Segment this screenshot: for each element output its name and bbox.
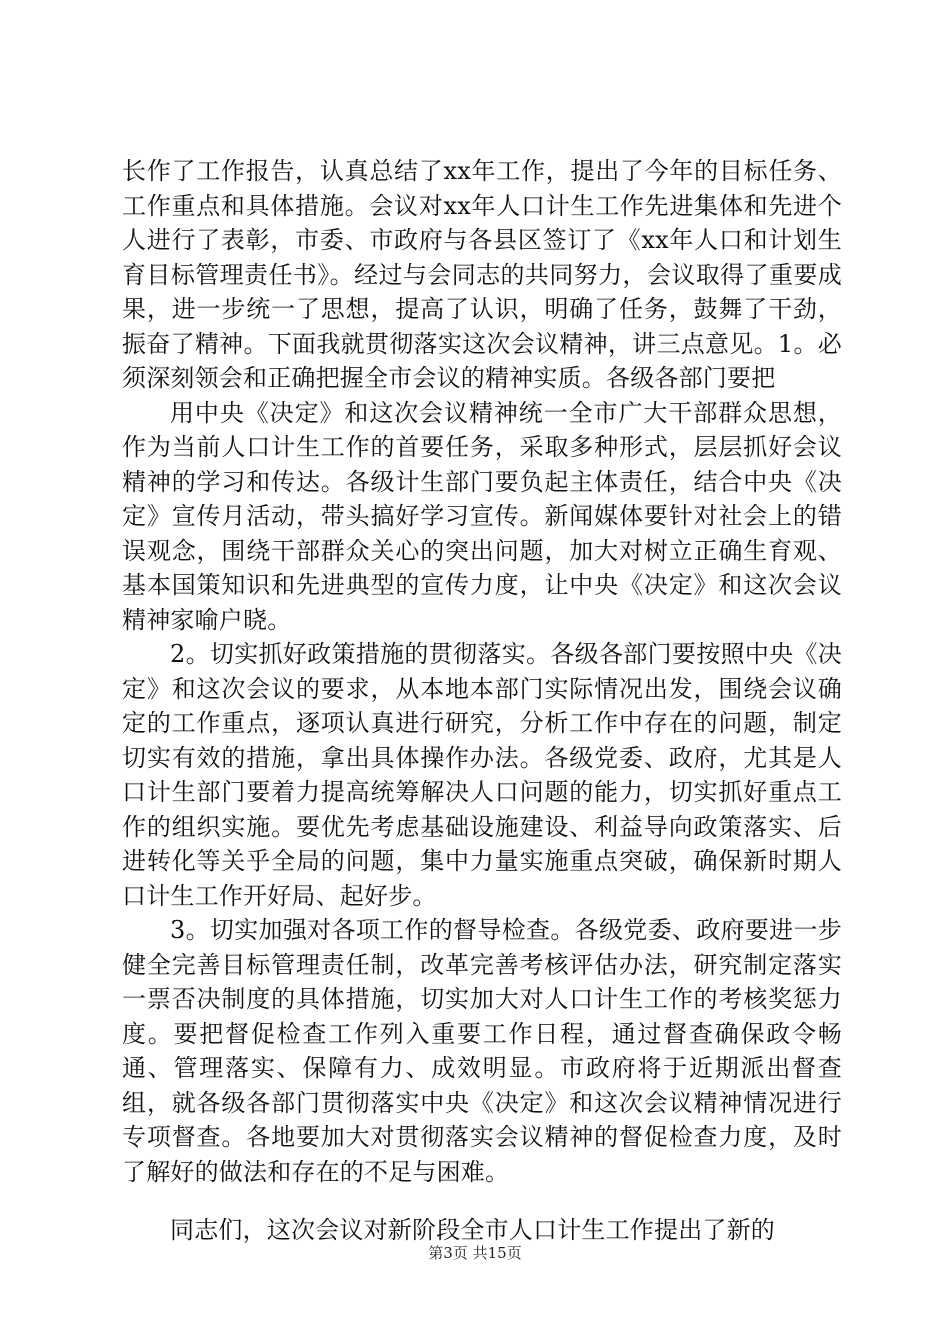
paragraph-2: 用中央《决定》和这次会议精神统一全市广大干部群众思想，作为当前人口计生工作的首要任务，采取多种形式，层层抓好会议精神的学习和传达。各级计生部门要负起主体责任，结合中央《决定》宣传月活动，带头搞好学习宣传。新闻媒体要针对社会上的错误观念，围绕干部群众关心的突出问题，加大对树立正确生育观、基本国策知识和先进典型的宣传力度，让中央《决定》和这次会议精神家喻户晓。: [122, 398, 842, 634]
document-body: [122, 154, 842, 1248]
page-number-footer: 第3页 共15页: [428, 1244, 522, 1262]
paragraph-5: 同志们，这次会议对新阶段全市人口计生工作提出了新的: [170, 1216, 775, 1244]
paragraph-4: 3。切实加强对各项工作的督导检查。各级党委、政府要进一步健全完善目标管理责任制，改革完善考核评估办法，研究制定落实一票否决制度的具体措施，切实加大对人口计生工作的考核奖惩力度。要把督促检查工作列入重要工作日程，通过督查确保政令畅通、管理落实、保障有力、成效明显。市政府将于近期派出督查组，就各级各部门贯彻落实中央《决定》和这次会议精神情况进行专项督查。各地要加大对贯彻落实会议精神的督促检查力度，及时了解好的做法和存在的不足与困难。: [122, 916, 842, 1186]
paragraph-1: 长作了工作报告，认真总结了xx年工作，提出了今年的目标任务、工作重点和具体措施。会议对xx年人口计生工作先进集体和先进个人进行了表彰，市委、市政府与各县区签订了《xx年人口和计划生育目标管理责任书》。经过与会同志的共同努力，会议取得了重要成果，进一步统一了思想，提高了认识，明确了任务，鼓舞了干劲，振奋了精神。下面我就贯彻落实这次会议精神，讲三点意见。1。必须深刻领会和正确把握全市会议的精神实质。各级各部门要把: [122, 157, 842, 392]
paragraph-3: 2。切实抓好政策措施的贯彻落实。各级各部门要按照中央《决定》和这次会议的要求，从本地本部门实际情况出发，围绕会议确定的工作重点，逐项认真进行研究，分析工作中存在的问题，制定切实有效的措施，拿出具体操作办法。各级党委、政府，尤其是人口计生部门要着力提高统筹解决人口问题的能力，切实抓好重点工作的组织实施。要优先考虑基础设施建设、利益导向政策落实、后进转化等关乎全局的问题，集中力量实施重点突破，确保新时期人口计生工作开好局、起好步。: [122, 640, 842, 910]
